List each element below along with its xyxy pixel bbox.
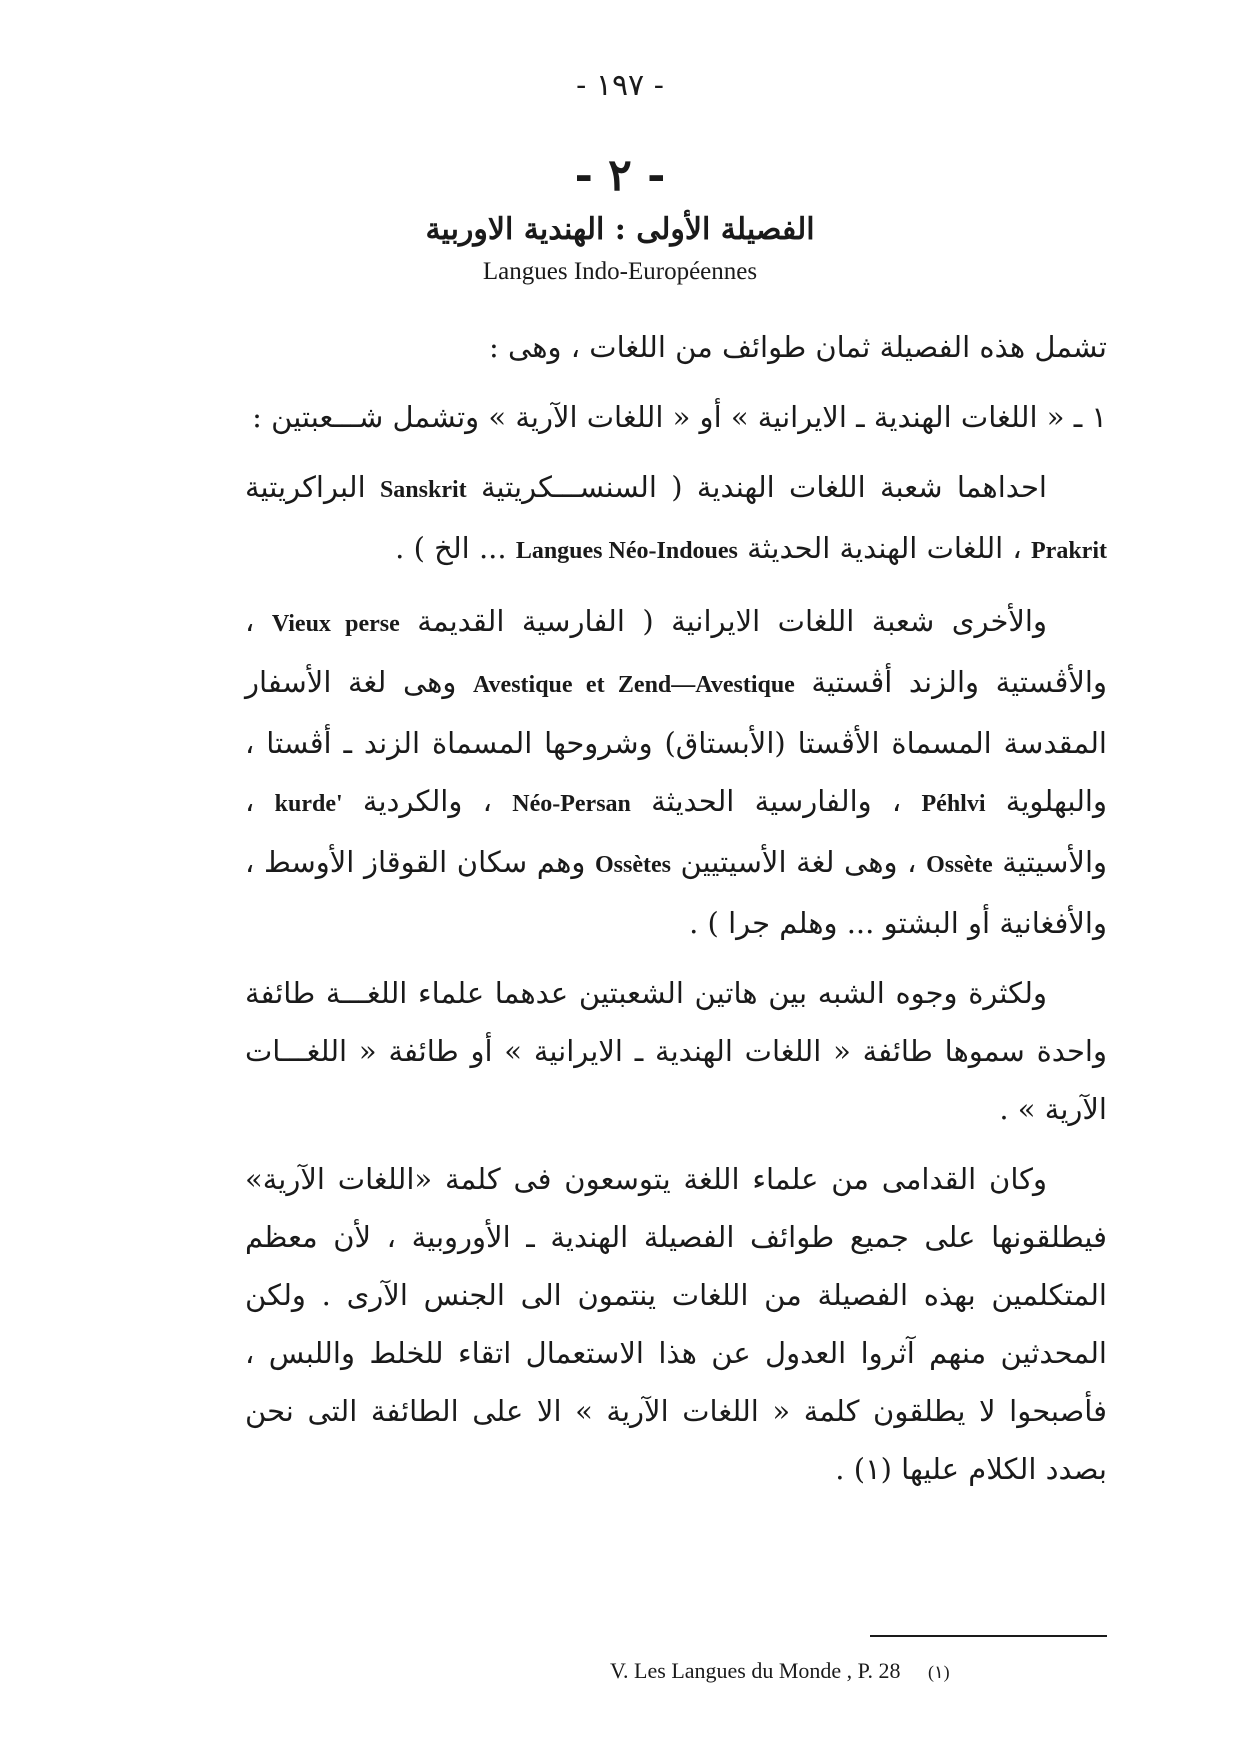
- paragraph-text: ولكثرة وجوه الشبه بين هاتين الشعبتين عدهما علماء اللغـــة طائفة واحدة سموها طائفة « اللغات الهندية ـ الايرانية » أو طائفة « اللغـــات الآرية » .: [245, 976, 1107, 1126]
- paragraph: [245, 458, 1107, 580]
- latin-term: kurde': [274, 791, 343, 817]
- paragraph: [245, 964, 1107, 1138]
- footnote-divider: [870, 1635, 1107, 1637]
- paragraph-text: تشمل هذه الفصيلة ثمان طوائف من اللغات ، وهى :: [489, 330, 1107, 364]
- paragraph-text: وهم سكان القوقاز الأوسط ، والأفغانية أو البشتو ... وهلم جرا ) .: [245, 845, 1107, 940]
- footnote: [610, 1658, 1110, 1684]
- paragraph-text: ، اللغات الهندية الحديثة: [737, 531, 1032, 565]
- heading-french: Langues Indo-Européennes: [482, 258, 758, 285]
- latin-term: Péhlvi: [921, 791, 986, 817]
- paragraph: [245, 1150, 1107, 1498]
- paragraph-text: ، والفارسية الحديثة: [630, 784, 922, 818]
- heading-arabic: الفصيلة الأولى : الهندية الاوربية: [425, 212, 815, 247]
- paragraph-text: والأخرى شعبة اللغات الايرانية ( الفارسية القديمة: [399, 604, 1047, 638]
- footnote-text: V. Les Langues du Monde , P. 28: [610, 1658, 901, 1683]
- page-number: - ١٩٧ -: [576, 68, 664, 103]
- paragraph-text: ، والأڤستية والزند أڤستية: [245, 604, 1107, 699]
- paragraph-text: ... الخ ) .: [395, 531, 516, 565]
- section-number: - ٢ -: [574, 150, 666, 201]
- paragraph-text: ١ ـ « اللغات الهندية ـ الايرانية » أو « اللغات الآرية » وتشمل شـــعبتين :: [252, 400, 1107, 434]
- paragraph: [245, 388, 1107, 446]
- paragraph-text: وهى لغة الأسفار المقدسة المسماة الأڤستا (الأبستاق) وشروحها المسماة الزند ـ أڤستا ، والبهلوية: [245, 665, 1107, 818]
- latin-term: Avestique et Zend—Avestique: [473, 672, 795, 698]
- paragraph-text: وكان القدامى من علماء اللغة يتوسعون فى كلمة «اللغات الآرية» فيطلقونها على جميع طوائف الفصيلة الهندية ـ الأوروبية ، لأن معظم المتكلمين بهذه الفصيلة من اللغات ينتمون الى الجنس الآرى . ولكن المحدثين منهم آثروا العدول عن هذا الاستعمال اتقاء للخلط واللبس ، فأصبحوا لا يطلقون كلمة « اللغات الآرية » الا على الطائفة التى نحن بصدد الكلام عليها (١) .: [245, 1162, 1107, 1486]
- latin-term: Prakrit: [1031, 538, 1107, 564]
- paragraph-text: البراكريتية: [245, 470, 380, 504]
- footnote-mark: (١): [927, 1662, 950, 1682]
- latin-term: Langues Néo-Indoues: [515, 538, 738, 564]
- latin-term: Vieux perse: [271, 611, 400, 637]
- latin-term: Ossètes: [594, 852, 671, 878]
- paragraph: [245, 318, 1107, 376]
- paragraph-text: ، والأسيتية: [245, 784, 1107, 879]
- latin-term: Ossète: [926, 852, 993, 878]
- latin-term: Sanskrit: [379, 477, 467, 503]
- latin-term: Néo-Persan: [512, 791, 631, 817]
- paragraph-text: ، والكردية: [342, 784, 513, 818]
- paragraph-text: احداهما شعبة اللغات الهندية ( السنســـكريتية: [466, 470, 1047, 504]
- body-text: [245, 318, 1107, 1510]
- paragraph-text: ، وهى لغة الأسيتيين: [670, 845, 927, 879]
- paragraph: [245, 592, 1107, 952]
